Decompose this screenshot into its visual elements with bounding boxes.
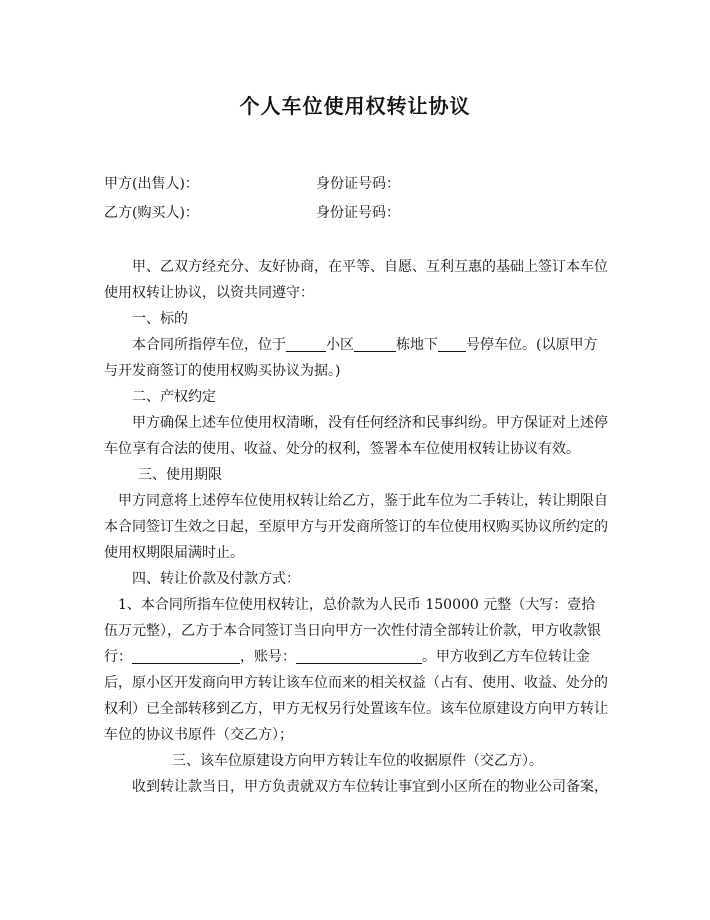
closing-paragraph: 收到转让款当日，甲方负责就双方车位转让事宜到小区所在的物业公司备案， [132,779,608,795]
party-a-label: 甲方(出售人)： [104,176,199,192]
party-a-row [104,174,400,194]
section-1-text-4: 号停车位。(以原甲方与开发商签订的使用权购买协议为据。) [104,337,598,379]
section-2-heading: 二、产权约定 [132,389,216,405]
section-4-heading: 四、转让价款及付款方式： [132,571,300,587]
section-3-heading: 三、使用期限 [138,467,222,483]
intro-paragraph: 甲、乙双方经充分、友好协商，在平等、自愿、互利互惠的基础上签订本车位使用权转让协议，以资共同遵守： [104,259,608,301]
blank-bank [132,647,240,664]
blank-location [286,335,326,352]
section-2-paragraph: 甲方确保上述车位使用权清晰，没有任何经济和民事纠纷。甲方保证对上述停车位享有合法的使用、收益、处分的权利，签署本车位使用权转让协议有效。 [104,415,608,457]
section-4-item-3: 三、该车位原建设方向甲方转让车位的收据原件（交乙方）。 [172,753,543,769]
section-1-paragraph [104,332,608,384]
document-title: 个人车位使用权转让协议 [239,94,471,118]
agreement-body [104,254,608,800]
section-4-text-1: 1、本合同所指车位使用权转让，总价款为人民币 150000 元整（大写：壹拾伍万元整），乙方于本合同签订当日向甲方一次性付清全部转让价款，甲方收款银行： [104,597,601,665]
blank-building [354,335,396,352]
party-b-row [104,203,400,223]
party-b-id-label: 身份证号码： [316,205,400,221]
section-3-paragraph: 甲方同意将上述停车位使用权转让给乙方，鉴于此车位为二手转让，转让期限自本合同签订生效之日起，至原甲方与开发商所签订的车位使用权购买协议所约定的使用权期限届满时止。 [104,493,608,561]
section-1-text-1: 本合同所指停车位，位于 [132,337,286,353]
section-4-paragraph [104,592,608,748]
section-1-heading: 一、标的 [132,311,188,327]
party-b-label: 乙方(购买人)： [104,205,199,221]
blank-account [296,647,422,664]
section-4-text-2: ，账号： [240,649,296,665]
blank-space-number [438,335,466,352]
section-1-text-2: 小区 [326,337,354,353]
section-1-text-3: 栋地下 [396,337,438,353]
section-4-text-3: 。甲方收到乙方车位转让金后，原小区开发商向甲方转让该车位而来的相关权益（占有、使用、收益、处分的权利）已全部转移到乙方，甲方无权另行处置该车位。该车位原建设方向甲方转让车位的协议书原件（交乙方）； [104,649,608,743]
party-a-id-label: 身份证号码： [316,176,400,192]
